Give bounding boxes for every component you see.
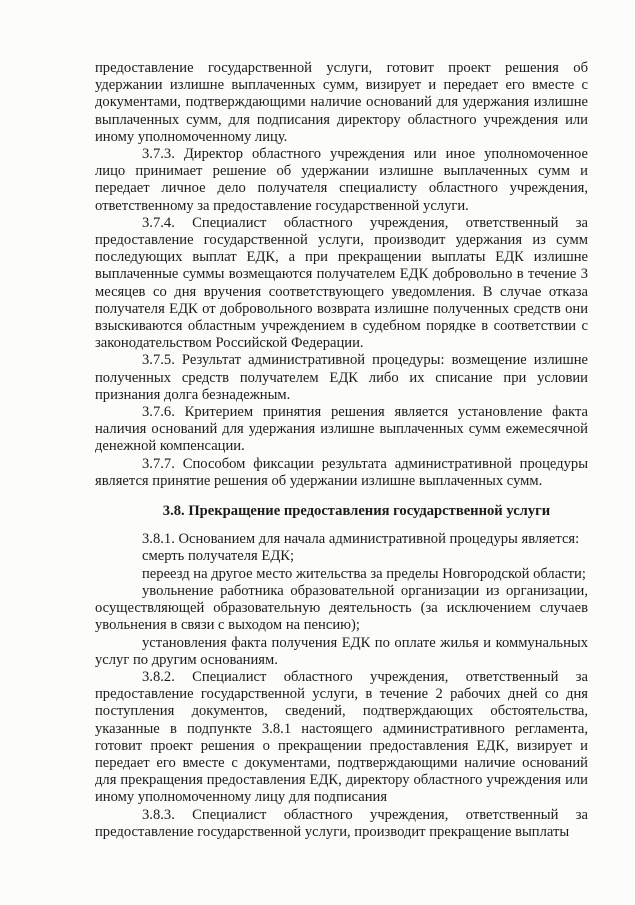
paragraph-3-7-7: 3.7.7. Способом фиксации результата административной процедуры является принятие решения об удержании излишне выплаченных сумм. [95, 455, 588, 489]
paragraph-3-7-2-continuation: предоставление государственной услуги, готовит проект решения об удержании излишне выплаченных сумм, визирует и передает его вместе с документами, подтверждающими наличие оснований для удержания излишне выплаченных сумм, для подписания директору областного учреждения или иному уполномоченному лицу. [95, 60, 588, 145]
paragraph-3-8-3: 3.8.3. Специалист областного учреждения, ответственный за предоставление государственной услуги, производит прекращение выплаты [95, 806, 588, 840]
paragraph-3-7-4: 3.7.4. Специалист областного учреждения, ответственный за предоставление государственной услуги, производит удержания из сумм последующих выплат ЕДК, а при прекращении выплаты ЕДК излишне выплаченные суммы возмещаются получателем ЕДК добровольно в течение 3 месяцев со дня вручения соответствующего уведомления. В случае отказа получателя ЕДК от добровольного возврата излишне полученных средств они взыскиваются областным учреждением в судебном порядке в соответствии с законодательством Российской Федерации. [95, 214, 588, 352]
list-item-dismissal: увольнение работника образовательной организации из организации, осуществляющей образовательную деятельность (за исключением случаев увольнения в связи с выходом на пенсию); [95, 582, 588, 634]
paragraph-3-8-2: 3.8.2. Специалист областного учреждения, ответственный за предоставление государственной услуги, в течение 2 рабочих дней со дня поступления документов, сведений, подтверждающих обстоятельства, указанные в подпункте 3.8.1 настоящего административного регламента, готовит проект решения о прекращении предоставления ЕДК, визирует и передает его вместе с документами, подтверждающими наличие оснований для прекращения предоставления ЕДК, директору областного учреждения или иному уполномоченному лицу для подписания [95, 668, 588, 806]
paragraph-3-7-5: 3.7.5. Результат административной процедуры: возмещение излишне полученных средств получателем ЕДК либо их списание при условии признания долга безнадежным. [95, 352, 588, 403]
list-item-death: смерть получателя ЕДК; [142, 548, 295, 565]
paragraph-3-7-6: 3.7.6. Критерием принятия решения является установление факта наличия оснований для удержания излишне выплаченных сумм ежемесячной денежной компенсации. [95, 404, 588, 455]
paragraph-3-8-1: 3.8.1. Основанием для начала административной процедуры является: [142, 531, 580, 548]
list-item-relocation: переезд на другое место жительства за пределы Новгородской области; [142, 565, 586, 582]
document-body [95, 60, 588, 841]
list-item-other-grounds: установления факта получения ЕДК по оплате жилья и коммунальных услуг по другим основаниям. [95, 634, 588, 668]
paragraph-3-7-3: 3.7.3. Директор областного учреждения или иное уполномоченное лицо принимает решение об удержании излишне выплаченных сумм и передает личное дело получателя специалисту областного учреждения, ответственному за предоставление государственной услуги. [95, 146, 588, 214]
section-heading-3-8: 3.8. Прекращение предоставления государственной услуги [162, 503, 551, 520]
